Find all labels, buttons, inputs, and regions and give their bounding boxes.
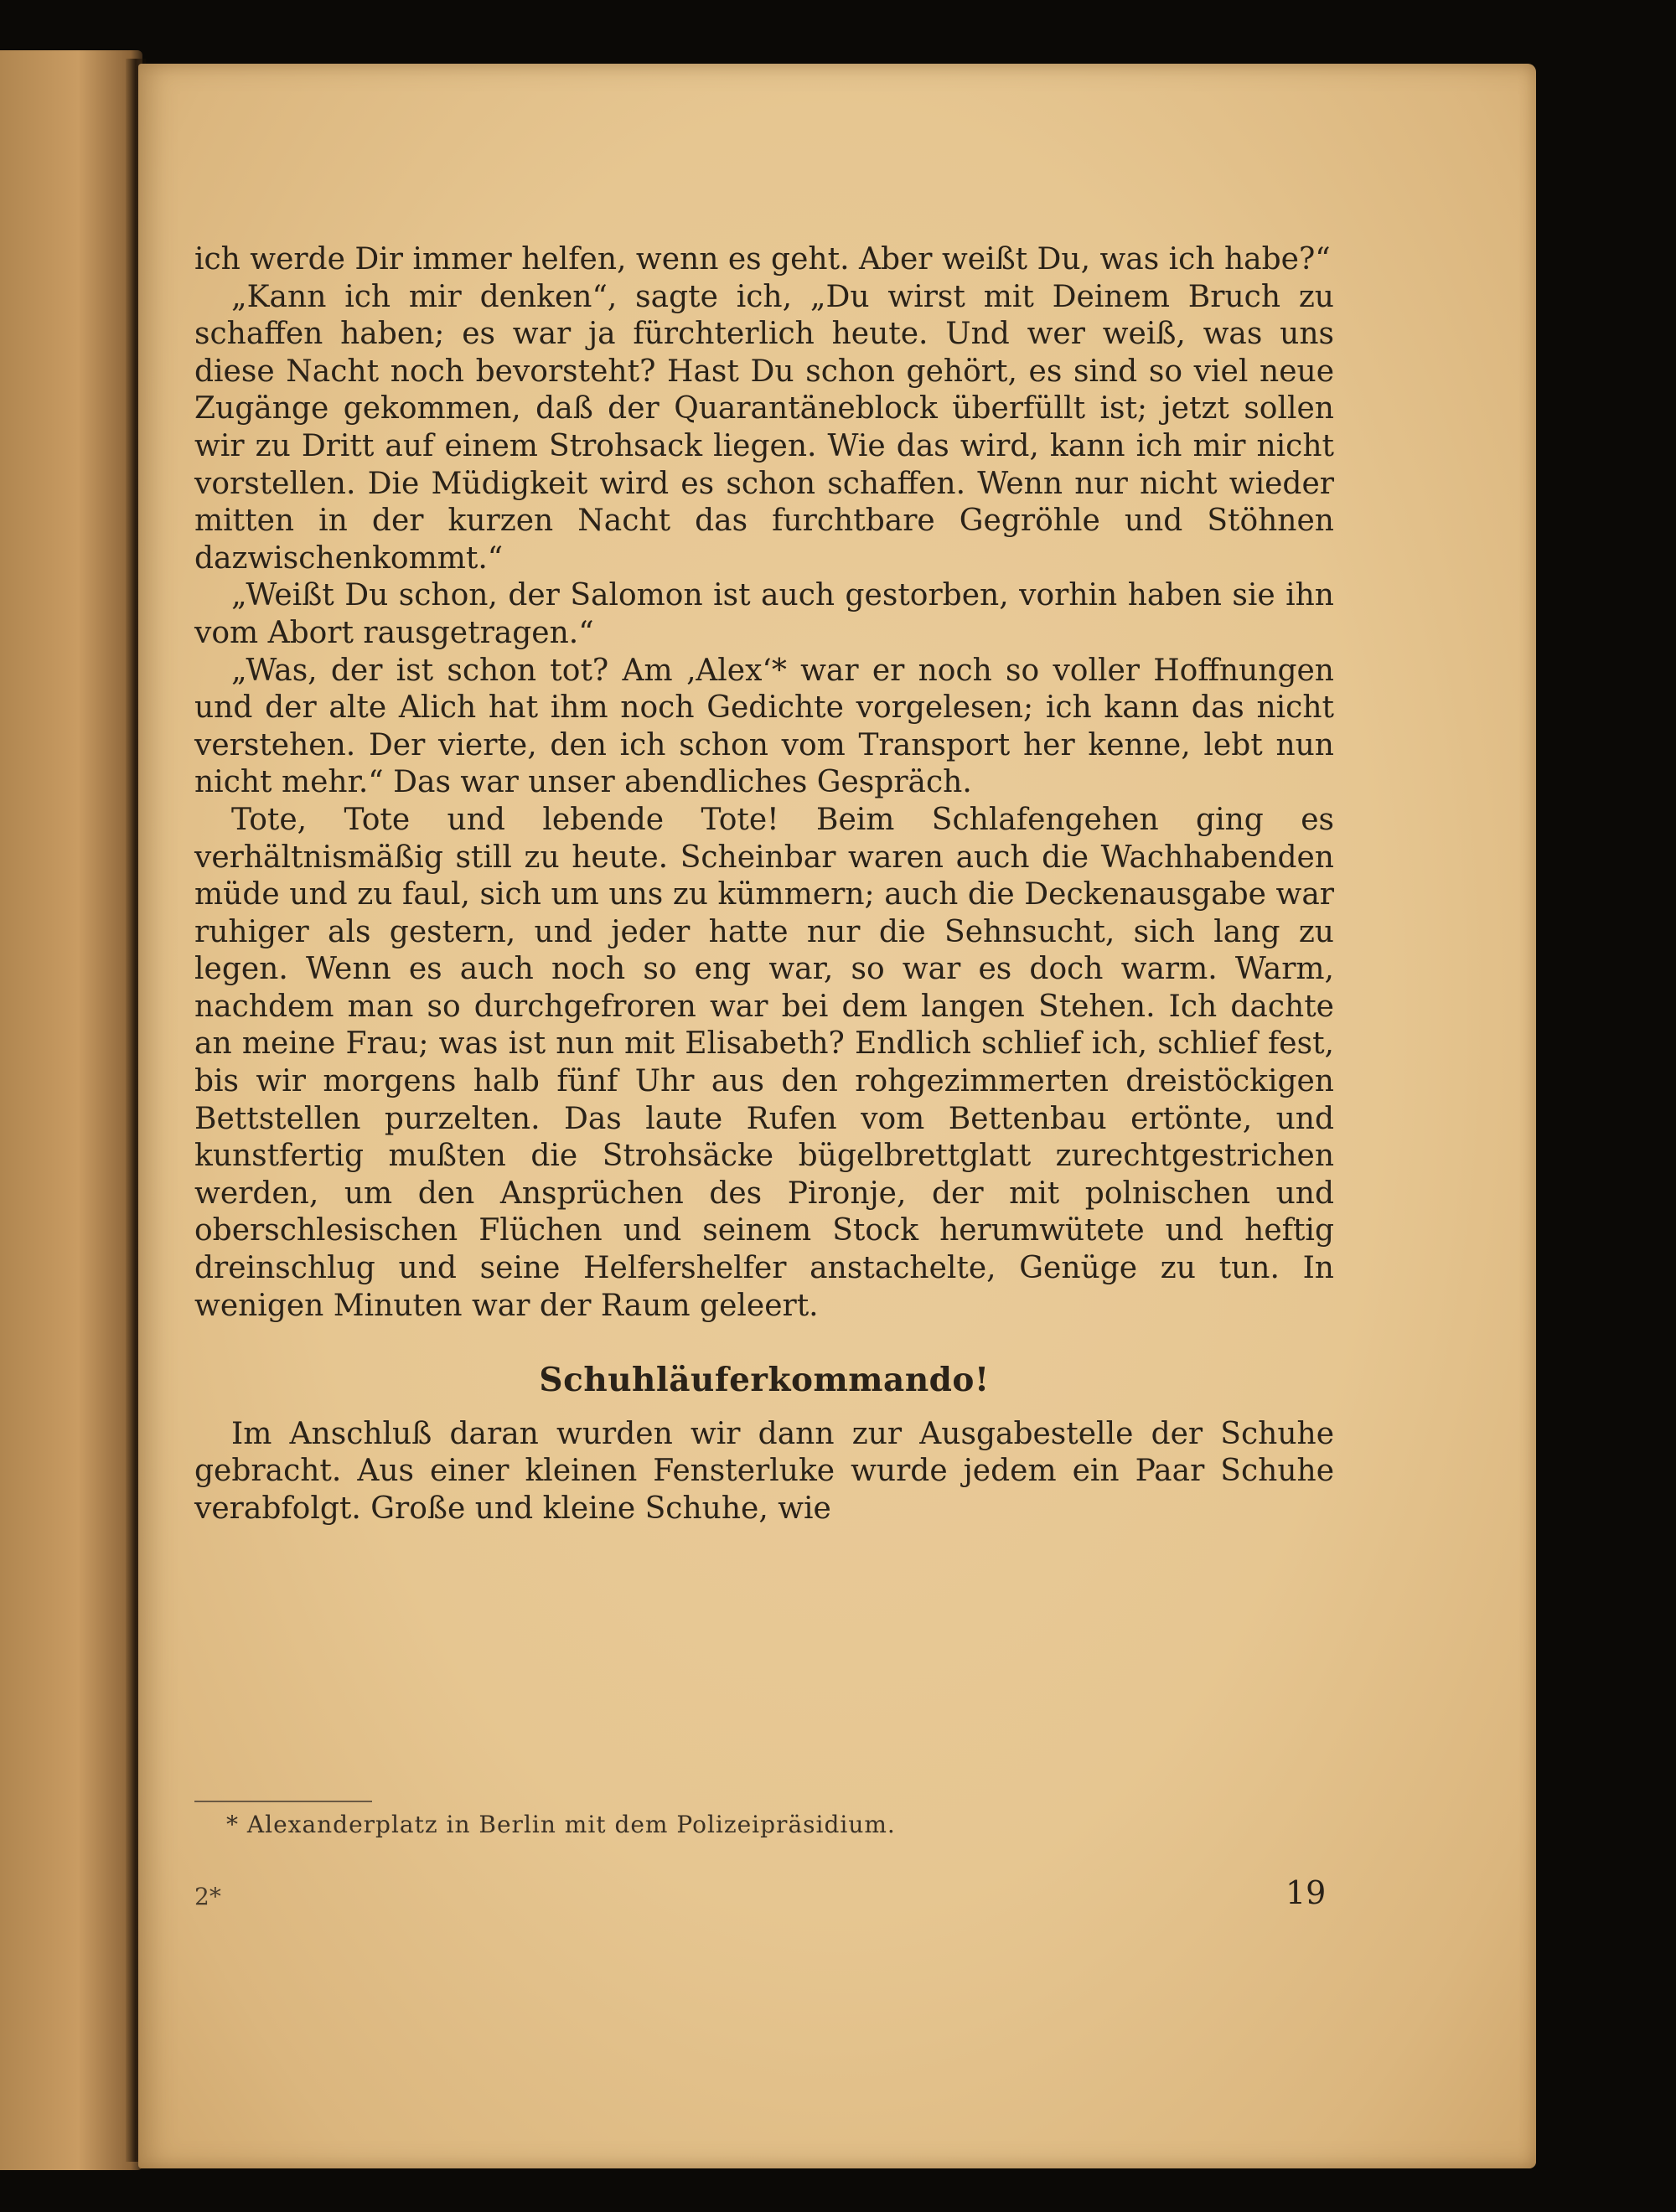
paragraph-3: „Weißt Du schon, der Salomon ist auch gestorben, vorhin haben sie ihn vom Abort rausgetragen.“ bbox=[194, 578, 1334, 650]
paragraph-6: Im Anschluß daran wurden wir dann zur Ausgabestelle der Schuhe gebracht. Aus einer kleinen Fensterluke wurde jedem ein Paar Schuhe verabfolgt. Große und kleine Schuhe, wie bbox=[194, 1416, 1334, 1526]
paragraph-5: Tote, Tote und lebende Tote! Beim Schlafengehen ging es verhältnismäßig still zu heute. Scheinbar waren auch die Wachhabenden müde und zu faul, sich um uns zu kümmern; auch die Deckenausgabe war ruhiger als gestern, und jeder hatte nur die Sehnsucht, sich lang zu legen. Wenn es auch noch so eng war, so war es doch warm. Warm, nachdem man so durchgefroren war bei dem langen Stehen. Ich dachte an meine Frau; was ist nun mit Elisabeth? Endlich schlief ich, schlief fest, bis wir morgens halb fünf Uhr aus den rohgezimmerten dreistöckigen Bettstellen purzelten. Das laute Rufen vom Bettenbau ertönte, und kunstfertig mußten die Strohsäcke bügelbrettglatt zurechtgestrichen werden, um den Ansprüchen des Pironje, der mit polnischen und oberschlesischen Flüchen und seinem Stock herumwütete und heftig dreinschlug und seine Helfershelfer anstachelte, Genüge zu tun. In wenigen Minuten war der Raum geleert. bbox=[194, 802, 1334, 1323]
paragraph-1: ich werde Dir immer helfen, wenn es geht. Aber weißt Du, was ich habe?“ bbox=[194, 242, 1331, 276]
facing-page-edge bbox=[0, 50, 142, 2170]
footnote: * Alexanderplatz in Berlin mit dem Polizeipräsidium. bbox=[226, 1811, 896, 1838]
body-text bbox=[194, 241, 1334, 1528]
section-heading: Schuhläuferkommando! bbox=[539, 1361, 990, 1400]
page-number: 19 bbox=[1285, 1874, 1327, 1911]
paragraph-2: „Kann ich mir denken“, sagte ich, „Du wirst mit Deinem Bruch zu schaffen haben; es war ja fürchterlich heute. Und wer weiß, was uns diese Nacht noch bevorsteht? Hast Du schon gehört, es sind so viel neue Zugänge gekommen, daß der Quarantäneblock überfüllt ist; jetzt sollen wir zu Dritt auf einem Strohsack liegen. Wie das wird, kann ich mir nicht vorstellen. Die Müdigkeit wird es schon schaffen. Wenn nur nicht wieder mitten in der kurzen Nacht das furchtbare Gegröhle und Stöhnen dazwischenkommt.“ bbox=[194, 279, 1334, 576]
footnote-rule bbox=[194, 1801, 372, 1802]
signature-mark: 2* bbox=[194, 1883, 221, 1910]
paragraph-4: „Was, der ist schon tot? Am ‚Alex‘* war er noch so voller Hoffnungen und der alte Alich hat ihm noch Gedichte vorgelesen; ich kann das nicht verstehen. Der vierte, den ich schon vom Transport her kenne, lebt nun nicht mehr.“ Das war unser abendliches Gespräch. bbox=[194, 653, 1334, 800]
